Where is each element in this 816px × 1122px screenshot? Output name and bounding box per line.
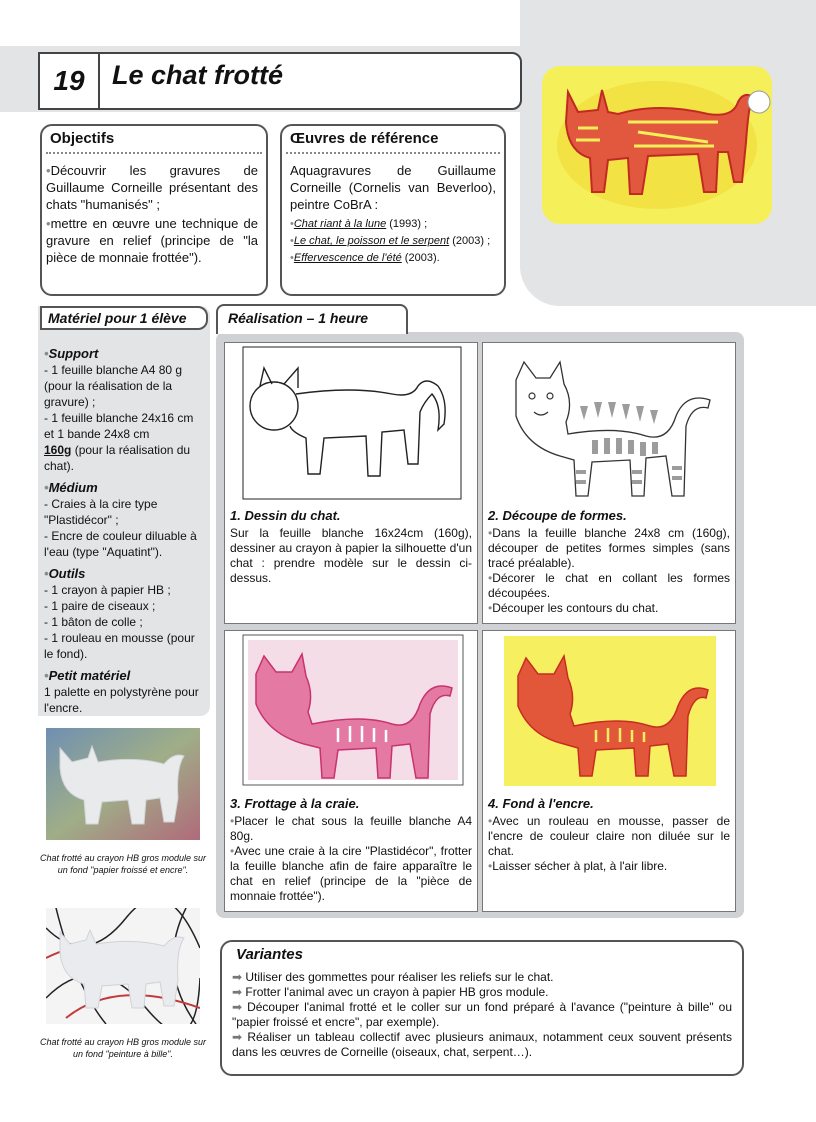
step-2-title: 2. Découpe de formes.	[488, 508, 627, 523]
oeuvres-body	[290, 162, 496, 266]
step-3-title: 3. Frottage à la craie.	[230, 796, 360, 811]
step-line: •Avec une craie à la cire "Plastidécor", frotter la feuille blanche afin de faire apparaître le chat en relief (principe de la "pièce de monnaie frottée").	[230, 844, 472, 903]
realisation-title: Réalisation – 1 heure	[216, 304, 408, 334]
variante-item: ➡ Utiliser des gommettes pour réaliser les reliefs sur le chat.	[232, 970, 554, 984]
objectif-item: •mettre en œuvre une technique de gravure en relief (principe de "la pièce de monnaie frottée").	[46, 216, 258, 265]
photo-peinture-bille	[46, 908, 200, 1024]
photo-papier-froisse	[46, 728, 200, 840]
step-line: •Dans la feuille blanche 24x8 cm (160g), découper de petites formes simples (sans tracé préalable).	[488, 526, 730, 570]
outils-line: - 1 bâton de colle ;	[44, 615, 143, 629]
variantes-title: Variantes	[236, 946, 303, 963]
oeuvre-item: •Le chat, le poisson et le serpent (2003) ;	[290, 235, 491, 247]
outils-line: - 1 paire de ciseaux ;	[44, 599, 156, 613]
medium-line: - Craies à la cire type "Plastidécor" ;	[44, 497, 158, 527]
step-2-text	[488, 526, 730, 616]
oeuvres-divider	[286, 152, 500, 154]
variantes-list	[232, 970, 732, 1060]
step-2-drawing	[496, 346, 724, 500]
step-4-title: 4. Fond à l'encre.	[488, 796, 594, 811]
petit-label: •Petit matériel	[44, 668, 131, 683]
step-3-drawing	[242, 634, 464, 786]
step-line: •Décorer le chat en collant les formes découpées.	[488, 571, 730, 600]
outils-line: - 1 rouleau en mousse (pour le fond).	[44, 631, 195, 661]
outils-label: •Outils	[44, 566, 86, 581]
step-1-drawing	[242, 346, 462, 500]
oeuvre-item: •Effervescence de l'été (2003).	[290, 252, 440, 264]
oeuvre-item: •Chat riant à la lune (1993) ;	[290, 218, 428, 230]
materiel-title: Matériel pour 1 élève	[40, 306, 208, 330]
variante-item: ➡ Découper l'animal frotté et le coller sur un fond préparé à l'avance ("peinture à bille" ou "papier froissé et encre", par exemple).	[232, 1000, 733, 1029]
petit-line: 1 palette en polystyrène pour l'encre.	[44, 685, 199, 715]
objectif-item: •Découvrir les gravures de Guillaume Corneille présentant des chats "humanisés" ;	[46, 163, 258, 212]
support-line: 160g (pour la réalisation du chat).	[44, 443, 191, 473]
variante-item: ➡ Réaliser un tableau collectif avec plusieurs animaux, notamment ceux souvent présents dans les œuvres de Corneille (oiseaux, chat, serpent…).	[232, 1030, 732, 1059]
oeuvres-title: Œuvres de référence	[290, 130, 439, 147]
caption-photo-1: Chat frotté au crayon HB gros module sur un fond "papier froissé et encre".	[39, 853, 207, 875]
step-4-text	[488, 814, 730, 874]
oeuvres-intro: Aquagravures de Guillaume Corneille (Cornelis van Beverloo), peintre CoBrA :	[290, 163, 496, 212]
page-title: Le chat frotté	[112, 60, 284, 90]
variante-item: ➡ Frotter l'animal avec un crayon à papier HB gros module.	[232, 985, 549, 999]
materiel-body	[44, 340, 204, 716]
caption-photo-2: Chat frotté au crayon HB gros module sur un fond "peinture à bille".	[39, 1037, 207, 1059]
header-artwork	[538, 62, 776, 228]
support-label: •Support	[44, 346, 99, 361]
medium-line: - Encre de couleur diluable à l'eau (type "Aquatint").	[44, 529, 197, 559]
support-line: - 1 feuille blanche 24x16 cm et 1 bande 24x8 cm	[44, 411, 194, 441]
objectifs-divider	[46, 152, 262, 154]
step-3-text	[230, 814, 472, 904]
step-line: •Avec un rouleau en mousse, passer de l'encre de couleur claire non diluée sur le chat.	[488, 814, 730, 858]
step-line: •Découper les contours du chat.	[488, 601, 659, 615]
step-1-text: Sur la feuille blanche 16x24cm (160g), dessiner au crayon à papier la silhouette d'un chat : prendre modèle sur le dessin ci-dessus.	[230, 526, 472, 585]
step-4-drawing	[504, 636, 716, 786]
step-line: •Laisser sécher à plat, à l'air libre.	[488, 859, 668, 873]
step-line: •Placer le chat sous la feuille blanche A4 80g.	[230, 814, 472, 843]
support-line: - 1 feuille blanche A4 80 g (pour la réalisation de la gravure) ;	[44, 363, 183, 409]
outils-line: - 1 crayon à papier HB ;	[44, 583, 171, 597]
medium-label: •Médium	[44, 480, 98, 495]
sheet-number: 19	[40, 54, 100, 108]
objectifs-title: Objectifs	[50, 130, 115, 147]
step-1-title: 1. Dessin du chat.	[230, 508, 341, 523]
objectifs-list	[46, 162, 258, 266]
